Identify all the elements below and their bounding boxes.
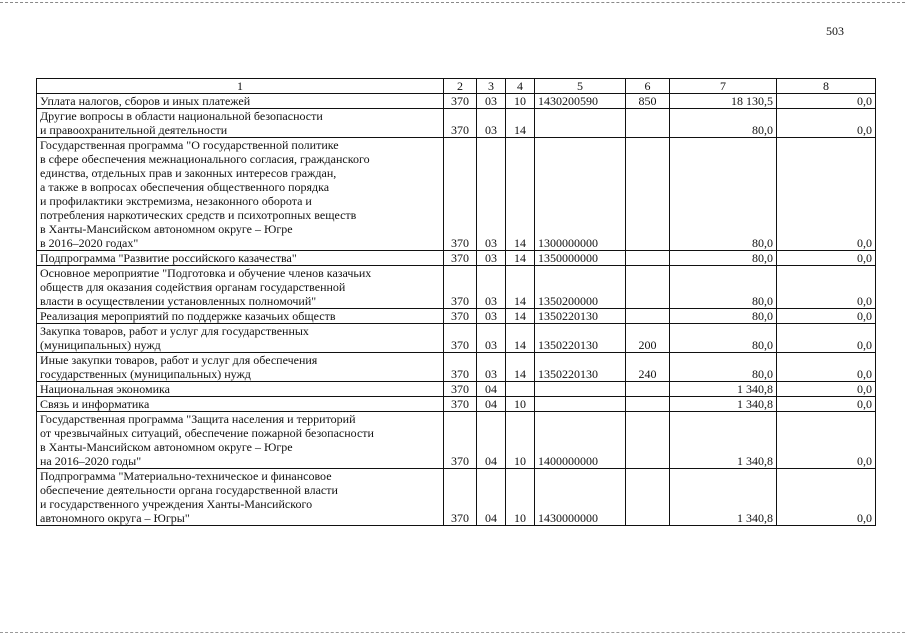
row-percent-cell: 0,0: [777, 382, 876, 397]
row-name-line: в Ханты-Мансийском автономном округе – Югре: [40, 222, 293, 236]
row-name-cell: [37, 397, 444, 412]
row-amount-cell: 80,0: [670, 266, 777, 309]
budget-table-body: [37, 79, 876, 526]
row-section-cell: 04: [477, 469, 506, 526]
row-code-cell: 370: [444, 138, 477, 251]
row-type-cell: [626, 412, 670, 469]
row-target-cell: 1350220130: [535, 324, 626, 353]
table-row: [37, 266, 876, 309]
row-type-cell: [626, 266, 670, 309]
header-col-5: 5: [535, 79, 626, 94]
row-section-cell: 03: [477, 266, 506, 309]
table-row: [37, 324, 876, 353]
row-name-line: (муниципальных) нужд: [40, 338, 161, 352]
table-row: [37, 397, 876, 412]
row-type-cell: [626, 382, 670, 397]
row-code-cell: 370: [444, 324, 477, 353]
row-name-cell: [37, 412, 444, 469]
row-name-line: в 2016–2020 годах": [40, 236, 139, 250]
row-name-line: Реализация мероприятий по поддержке казачьих обществ: [40, 309, 336, 323]
row-name-line: в Ханты-Мансийском автономном округе – Югре: [40, 440, 293, 454]
header-col-2: 2: [444, 79, 477, 94]
row-section-cell: 03: [477, 353, 506, 382]
row-code-cell: 370: [444, 382, 477, 397]
row-name-cell: [37, 251, 444, 266]
row-code-cell: 370: [444, 109, 477, 138]
row-target-cell: 1430000000: [535, 469, 626, 526]
row-section-cell: 03: [477, 324, 506, 353]
row-name-line: Государственная программа "О государственной политике: [40, 138, 339, 152]
row-amount-cell: 1 340,8: [670, 412, 777, 469]
row-section-cell: 03: [477, 309, 506, 324]
row-name-line: Подпрограмма "Материально-техническое и финансовое: [40, 469, 332, 483]
row-name-line: от чрезвычайных ситуаций, обеспечение пожарной безопасности: [40, 426, 374, 440]
header-col-7: 7: [670, 79, 777, 94]
row-target-cell: 1350000000: [535, 251, 626, 266]
row-name-line: и правоохранительной деятельности: [40, 123, 228, 137]
row-name-line: а также в вопросах обеспечения общественного порядка: [40, 180, 330, 194]
row-percent-cell: 0,0: [777, 397, 876, 412]
row-subsection-cell: 14: [506, 309, 535, 324]
table-header-row: [37, 79, 876, 94]
row-name-line: Связь и информатика: [40, 397, 150, 411]
row-name-cell: [37, 266, 444, 309]
row-name-line: Уплата налогов, сборов и иных платежей: [40, 94, 251, 108]
row-amount-cell: 80,0: [670, 109, 777, 138]
row-name-cell: [37, 353, 444, 382]
row-name-line: и профилактики экстремизма, незаконного оборота и: [40, 194, 312, 208]
row-code-cell: 370: [444, 266, 477, 309]
row-subsection-cell: 14: [506, 138, 535, 251]
row-target-cell: [535, 109, 626, 138]
row-code-cell: 370: [444, 353, 477, 382]
page-number: 503: [826, 24, 844, 38]
row-percent-cell: 0,0: [777, 94, 876, 109]
row-name-cell: [37, 382, 444, 397]
row-code-cell: 370: [444, 309, 477, 324]
row-percent-cell: 0,0: [777, 109, 876, 138]
row-type-cell: [626, 309, 670, 324]
row-code-cell: 370: [444, 397, 477, 412]
row-section-cell: 04: [477, 412, 506, 469]
row-target-cell: [535, 382, 626, 397]
row-amount-cell: 1 340,8: [670, 382, 777, 397]
row-percent-cell: 0,0: [777, 266, 876, 309]
header-col-8: 8: [777, 79, 876, 94]
scan-top-edge: [0, 2, 905, 3]
row-percent-cell: 0,0: [777, 309, 876, 324]
row-percent-cell: 0,0: [777, 324, 876, 353]
row-amount-cell: 1 340,8: [670, 469, 777, 526]
row-name-cell: [37, 309, 444, 324]
row-code-cell: 370: [444, 469, 477, 526]
row-name-cell: [37, 94, 444, 109]
row-amount-cell: 80,0: [670, 309, 777, 324]
header-col-1: 1: [37, 79, 444, 94]
row-type-cell: 200: [626, 324, 670, 353]
row-amount-cell: 18 130,5: [670, 94, 777, 109]
row-target-cell: 1300000000: [535, 138, 626, 251]
header-col-4: 4: [506, 79, 535, 94]
row-name-line: обществ для оказания содействия органам государственной: [40, 280, 346, 294]
row-section-cell: 03: [477, 109, 506, 138]
row-target-cell: 1350200000: [535, 266, 626, 309]
row-subsection-cell: 10: [506, 94, 535, 109]
row-subsection-cell: 14: [506, 251, 535, 266]
row-amount-cell: 1 340,8: [670, 397, 777, 412]
row-name-line: и государственного учреждения Ханты-Мансийского: [40, 497, 313, 511]
table-row: [37, 94, 876, 109]
row-subsection-cell: 10: [506, 469, 535, 526]
row-name-line: власти в осуществлении установленных полномочий": [40, 294, 317, 308]
row-amount-cell: 80,0: [670, 353, 777, 382]
row-name-line: Подпрограмма "Развитие российского казачества": [40, 251, 297, 265]
row-subsection-cell: 10: [506, 412, 535, 469]
row-name-line: государственных (муниципальных) нужд: [40, 367, 251, 381]
row-subsection-cell: 14: [506, 324, 535, 353]
row-target-cell: 1400000000: [535, 412, 626, 469]
row-subsection-cell: 10: [506, 397, 535, 412]
row-subsection-cell: 14: [506, 109, 535, 138]
table-row: [37, 469, 876, 526]
row-name-line: Иные закупки товаров, работ и услуг для обеспечения: [40, 353, 318, 367]
row-section-cell: 03: [477, 251, 506, 266]
row-name-line: в сфере обеспечения межнационального согласия, гражданского: [40, 152, 370, 166]
row-name-cell: [37, 324, 444, 353]
row-name-line: Государственная программа "Защита населения и территорий: [40, 412, 356, 426]
row-subsection-cell: [506, 382, 535, 397]
row-section-cell: 04: [477, 397, 506, 412]
row-section-cell: 04: [477, 382, 506, 397]
table-row: [37, 251, 876, 266]
table-row: [37, 353, 876, 382]
header-col-3: 3: [477, 79, 506, 94]
row-amount-cell: 80,0: [670, 324, 777, 353]
table-row: [37, 109, 876, 138]
row-code-cell: 370: [444, 412, 477, 469]
row-name-line: потребления наркотических средств и психотропных веществ: [40, 208, 357, 222]
header-col-6: 6: [626, 79, 670, 94]
table-row: [37, 309, 876, 324]
row-type-cell: [626, 397, 670, 412]
table-row: [37, 138, 876, 251]
row-percent-cell: 0,0: [777, 412, 876, 469]
row-type-cell: 850: [626, 94, 670, 109]
row-name-line: Национальная экономика: [40, 382, 170, 396]
row-name-cell: [37, 109, 444, 138]
scan-bottom-edge: [0, 632, 905, 633]
row-target-cell: 1350220130: [535, 309, 626, 324]
row-type-cell: [626, 469, 670, 526]
row-name-line: Другие вопросы в области национальной безопасности: [40, 109, 323, 123]
row-type-cell: [626, 251, 670, 266]
budget-table: [36, 78, 876, 526]
row-amount-cell: 80,0: [670, 251, 777, 266]
row-percent-cell: 0,0: [777, 469, 876, 526]
row-code-cell: 370: [444, 251, 477, 266]
row-subsection-cell: 14: [506, 353, 535, 382]
row-amount-cell: 80,0: [670, 138, 777, 251]
row-name-cell: [37, 469, 444, 526]
row-type-cell: [626, 138, 670, 251]
row-type-cell: [626, 109, 670, 138]
row-section-cell: 03: [477, 138, 506, 251]
row-target-cell: 1430200590: [535, 94, 626, 109]
row-code-cell: 370: [444, 94, 477, 109]
table-row: [37, 412, 876, 469]
row-section-cell: 03: [477, 94, 506, 109]
row-name-line: Основное мероприятие "Подготовка и обучение членов казачьих: [40, 266, 372, 280]
row-name-line: Закупка товаров, работ и услуг для государственных: [40, 324, 309, 338]
row-name-line: автономного округа – Югры": [40, 511, 190, 525]
row-name-cell: [37, 138, 444, 251]
row-target-cell: 1350220130: [535, 353, 626, 382]
row-name-line: единства, отдельных прав и законных интересов граждан,: [40, 166, 337, 180]
row-subsection-cell: 14: [506, 266, 535, 309]
row-percent-cell: 0,0: [777, 138, 876, 251]
table-row: [37, 382, 876, 397]
row-percent-cell: 0,0: [777, 353, 876, 382]
row-percent-cell: 0,0: [777, 251, 876, 266]
row-name-line: обеспечение деятельности органа государственной власти: [40, 483, 338, 497]
row-name-line: на 2016–2020 годы": [40, 454, 142, 468]
row-type-cell: 240: [626, 353, 670, 382]
row-target-cell: [535, 397, 626, 412]
